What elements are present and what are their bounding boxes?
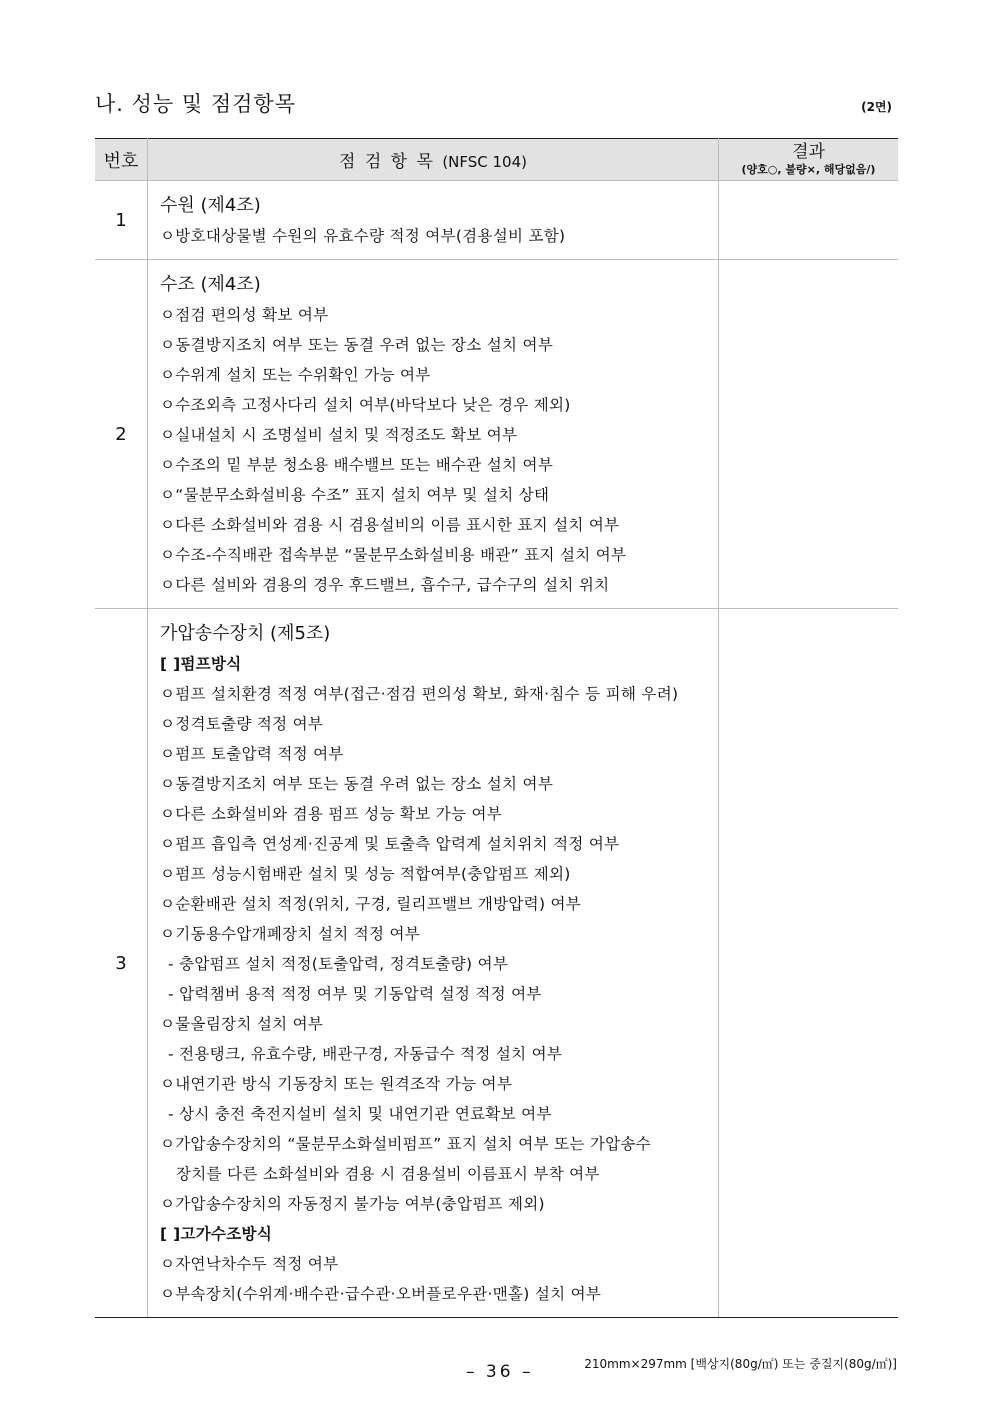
table-body [95,181,898,1318]
check-item: ㅇ점검 편의성 확보 여부 [160,306,329,324]
table-row [95,181,898,260]
header-result-legend: (양호○, 불량×, 해당없음/) [741,162,876,176]
check-item: ㅇ수위계 설치 또는 수위확인 가능 여부 [160,366,431,384]
method-subheading: [ ]고가수조방식 [160,1225,273,1243]
check-item: ㅇ펌프 흡입측 연성계·진공계 및 토출측 압력계 설치위치 적정 여부 [160,835,620,853]
check-item: 장치를 다른 소화설비와 겸용 시 겸용설비 이름표시 부착 여부 [176,1165,600,1183]
check-item: ㅇ부속장치(수위계·배수관·급수관·오버플로우관·맨홀) 설치 여부 [160,1285,602,1303]
section-title: 수원 (제4조) [160,195,261,216]
section-title: 가압송수장치 (제5조) [160,623,331,644]
check-item: ㅇ순환배관 설치 적정(위치, 구경, 릴리프밸브 개방압력) 여부 [160,895,582,913]
check-item: ㅇ수조의 밑 부분 청소용 배수밸브 또는 배수관 설치 여부 [160,456,554,474]
section-title: 수조 (제4조) [160,274,261,295]
check-item: - 전용탱크, 유효수량, 배관구경, 자동급수 적정 설치 여부 [168,1045,563,1063]
check-item: ㅇ정격토출량 적정 여부 [160,715,324,733]
result-cell[interactable] [719,181,899,260]
check-item: ㅇ수조외측 고정사다리 설치 여부(바닥보다 낮은 경우 제외) [160,396,571,414]
check-item: - 압력챔버 용적 적정 여부 및 기동압력 설정 적정 여부 [168,985,542,1003]
header-number: 번호 [95,139,148,181]
check-item: ㅇ다른 소화설비와 겸용 펌프 성능 확보 가능 여부 [160,805,503,823]
check-item: ㅇ가압송수장치의 “물분무소화설비펌프” 표지 설치 여부 또는 가압송수 [160,1135,651,1153]
header-item [148,139,719,181]
header-item-label: 점 검 항 목 [339,152,435,172]
check-item: ㅇ펌프 성능시험배관 설치 및 성능 적합여부(충압펌프 제외) [160,865,571,883]
check-item: ㅇ기동용수압개폐장치 설치 적정 여부 [160,925,421,943]
row-number: 3 [95,609,148,1318]
check-item: ㅇ방호대상물별 수원의 유효수량 적정 여부(겸용설비 포함) [160,227,566,245]
check-item: ㅇ가압송수장치의 자동정지 불가능 여부(충압펌프 제외) [160,1195,545,1213]
table-header-row [95,139,898,181]
result-cell[interactable] [719,609,899,1318]
section-heading: 나. 성능 및 점검항목 [95,92,296,116]
inspection-table [95,138,898,1318]
row-items [148,609,719,1318]
check-item: ㅇ자연낙차수두 적정 여부 [160,1255,339,1273]
check-item: ㅇ실내설치 시 조명설비 설치 및 적정조도 확보 여부 [160,426,518,444]
check-item: ㅇ물올림장치 설치 여부 [160,1015,324,1033]
check-item: ㅇ다른 소화설비와 겸용 시 겸용설비의 이름 표시한 표지 설치 여부 [160,516,620,534]
check-item: ㅇ다른 설비와 겸용의 경우 후드밸브, 흡수구, 급수구의 설치 위치 [160,576,610,594]
check-item: ㅇ“물분무소화설비용 수조” 표지 설치 여부 및 설치 상태 [160,486,550,504]
row-items [148,260,719,609]
check-item: ㅇ펌프 설치환경 적정 여부(접근·점검 편의성 확보, 화재·침수 등 피해 우려) [160,685,679,703]
check-item: - 충압펌프 설치 적정(토출압력, 정격토출량) 여부 [168,955,509,973]
check-item: ㅇ펌프 토출압력 적정 여부 [160,745,344,763]
page-number: – 36 – [466,1362,534,1382]
row-number: 2 [95,260,148,609]
row-items [148,181,719,260]
check-item: - 상시 충전 축전지설비 설치 및 내연기관 연료확보 여부 [168,1105,552,1123]
header-item-code: (NFSC 104) [442,153,527,171]
header-result-label: 결과 [792,141,825,162]
row-number: 1 [95,181,148,260]
check-item: ㅇ동결방지조치 여부 또는 동결 우려 없는 장소 설치 여부 [160,775,554,793]
page-marker: (2면) [861,100,892,114]
result-cell[interactable] [719,260,899,609]
check-item: ㅇ내연기관 방식 기동장치 또는 원격조작 가능 여부 [160,1075,513,1093]
table-row [95,260,898,609]
check-item: ㅇ동결방지조치 여부 또는 동결 우려 없는 장소 설치 여부 [160,336,554,354]
method-subheading: [ ]펌프방식 [160,655,242,673]
header-result [719,139,899,181]
table-row [95,609,898,1318]
check-item: ㅇ수조-수직배관 접속부분 “물분무소화설비용 배관” 표지 설치 여부 [160,546,627,564]
paper-size-note: 210mm×297mm [백상지(80g/㎡) 또는 중질지(80g/㎡)] [584,1357,897,1371]
